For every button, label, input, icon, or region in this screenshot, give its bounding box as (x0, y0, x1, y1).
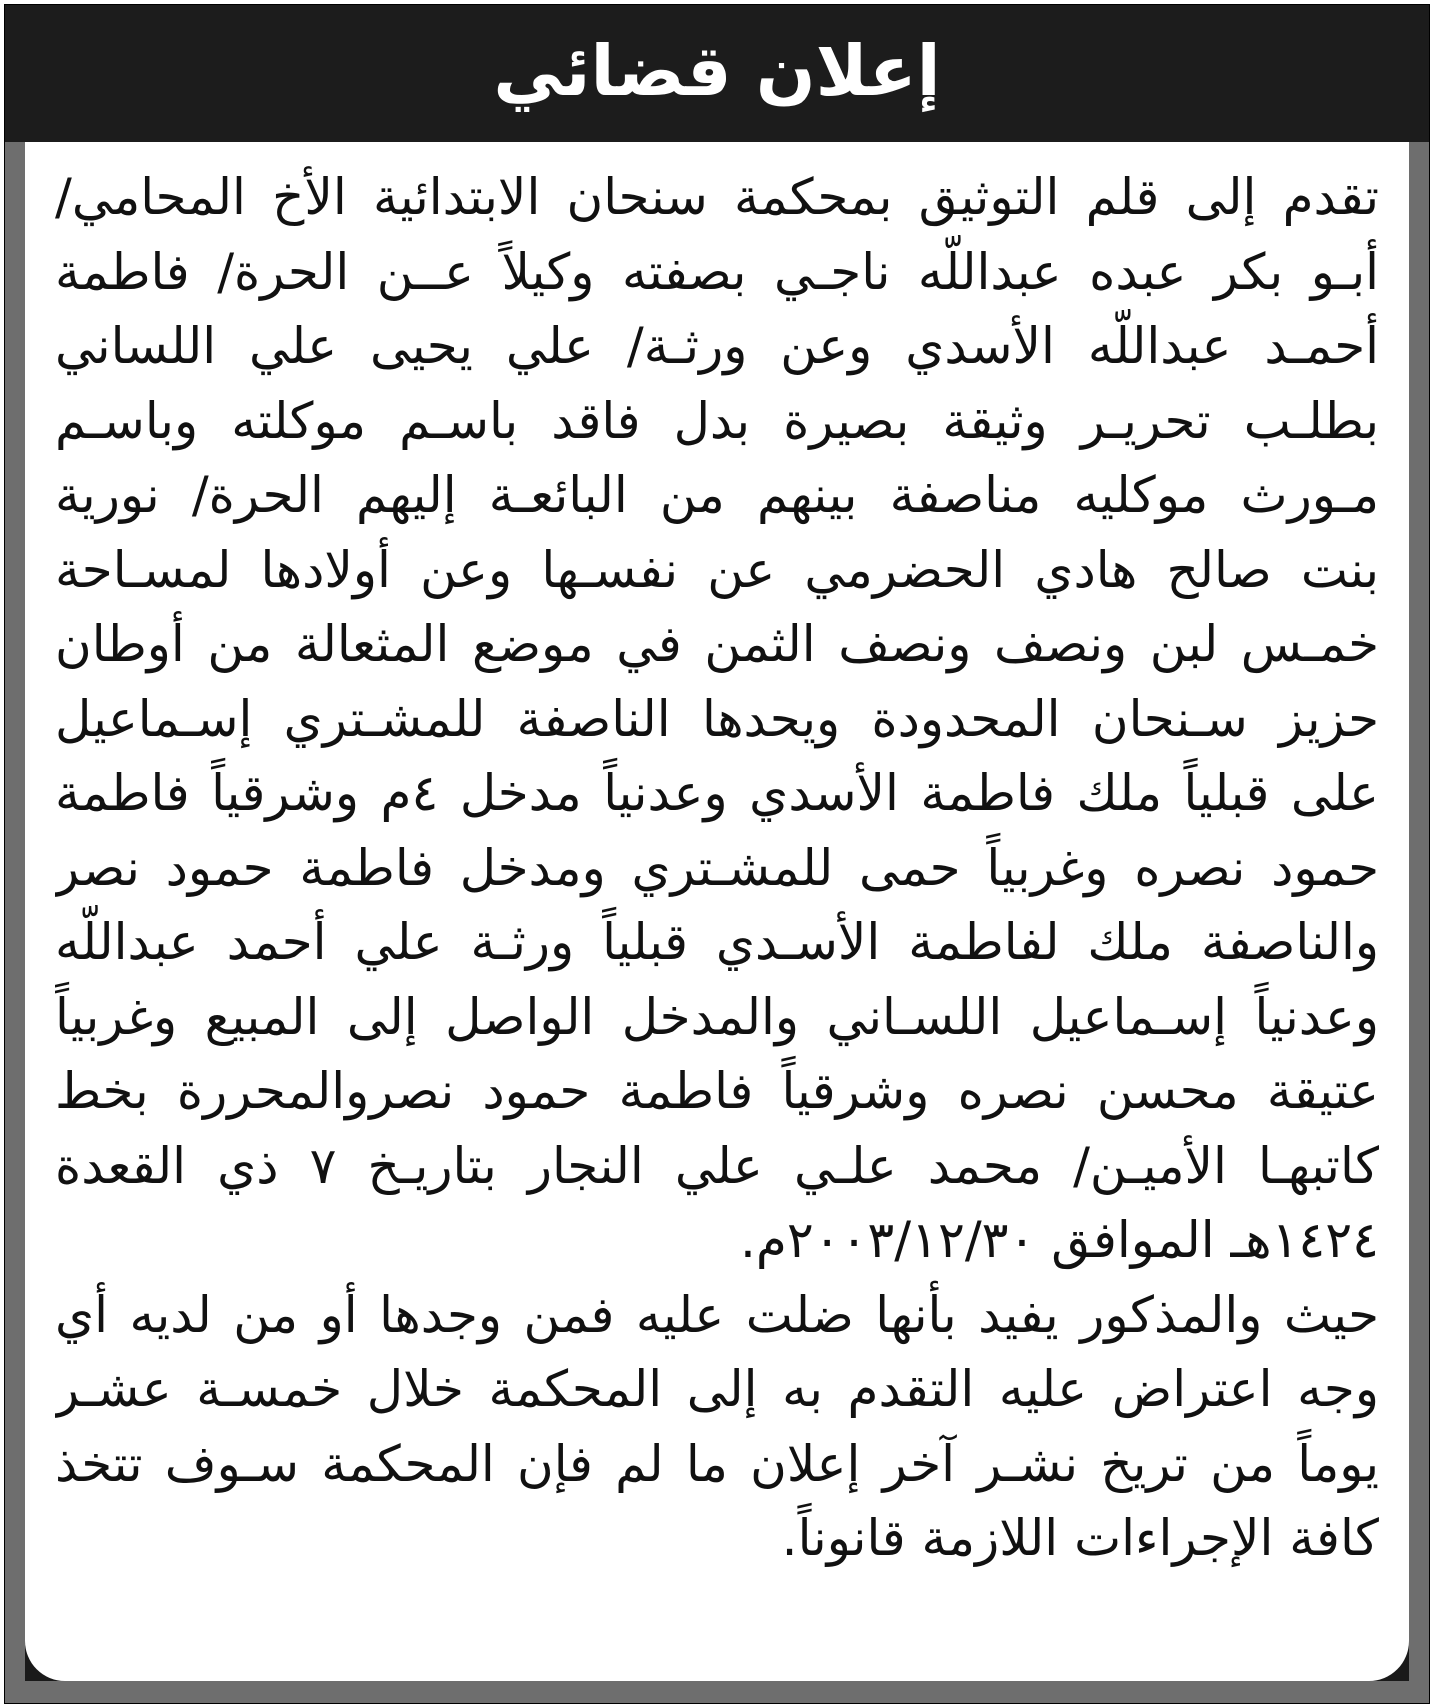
body-line-14: كاتبهـا الأميـن/ محمد علـي علي النجار بتاريـخ ٧ ذي القعدة (55, 1136, 1379, 1195)
body-line-12: وعدنياً إسـماعيل اللسـاني والمدخل الواصل إلى المبيع وغربياً (55, 987, 1379, 1046)
notice-frame (4, 4, 1430, 1704)
body-line-6: بنت صالح هادي الحضرمي عن نفسـها وعن أولادها لمسـاحة (55, 540, 1379, 599)
body-line-19: كافة الإجراءات اللازمة قانوناً. (781, 1509, 1379, 1567)
body-line-18: يوماً من تريخ نشـر آخر إعلان ما لم فإن المحكمة سـوف تتخذ (55, 1434, 1379, 1493)
body-line-15: ١٤٢٤هـ الموافق ٢٠٠٣/١٢/٣٠م. (740, 1211, 1379, 1269)
body-line-13: عتيقة محسن نصره وشرقياً فاطمة حمود نصروالمحررة بخط (55, 1062, 1379, 1120)
notice-title: إعلان قضائي (493, 29, 941, 112)
body-line-2: أبـو بكر عبده عبداللّه ناجـي بصفته وكيلاً عــن الحرة/ فاطمة (55, 242, 1379, 301)
body-line-3: أحمـد عبداللّه الأسدي وعن ورثـة/ علي يحيى علي اللساني (55, 317, 1379, 375)
notice-body-panel (25, 142, 1409, 1681)
header-bar (5, 5, 1429, 142)
body-line-1: تقدم إلى قلم التوثيق بمحكمة سنحان الابتدائية الأخ المحامي/ (55, 168, 1379, 226)
body-line-7: خمـس لبن ونصف ونصف الثمن في موضع المثعالة من أوطان (55, 615, 1379, 673)
right-border (1409, 142, 1429, 1703)
body-line-10: حمود نصره وغربياً حمى للمشـتري ومدخل فاطمة حمود نصر (55, 838, 1379, 897)
body-line-17: وجه اعتراض عليه التقدم به إلى المحكمة خلال خمسـة عشـر (55, 1360, 1379, 1418)
notice-body-text (55, 160, 1379, 1576)
left-border (5, 142, 25, 1703)
bottom-border (5, 1681, 1429, 1703)
body-line-4: بطلـب تحريـر وثيقة بصيرة بدل فاقد باسـم موكلته وباسـم (55, 391, 1379, 450)
body-line-9: على قبلياً ملك فاطمة الأسدي وعدنياً مدخل ٤م وشرقياً فاطمة (55, 764, 1379, 822)
body-line-8: حزيز سـنحان المحدودة ويحدها الناصفة للمشـتري إسـماعيل (55, 689, 1379, 748)
body-line-16: حيث والمذكور يفيد بأنها ضلت عليه فمن وجدها أو من لديه أي (55, 1285, 1379, 1344)
body-line-11: والناصفة ملك لفاطمة الأسـدي قبلياً ورثـة علي أحمد عبداللّه (55, 913, 1379, 971)
body-line-5: مـورث موكليه مناصفة بينهم من البائعـة إليهم الحرة/ نورية (55, 466, 1379, 524)
